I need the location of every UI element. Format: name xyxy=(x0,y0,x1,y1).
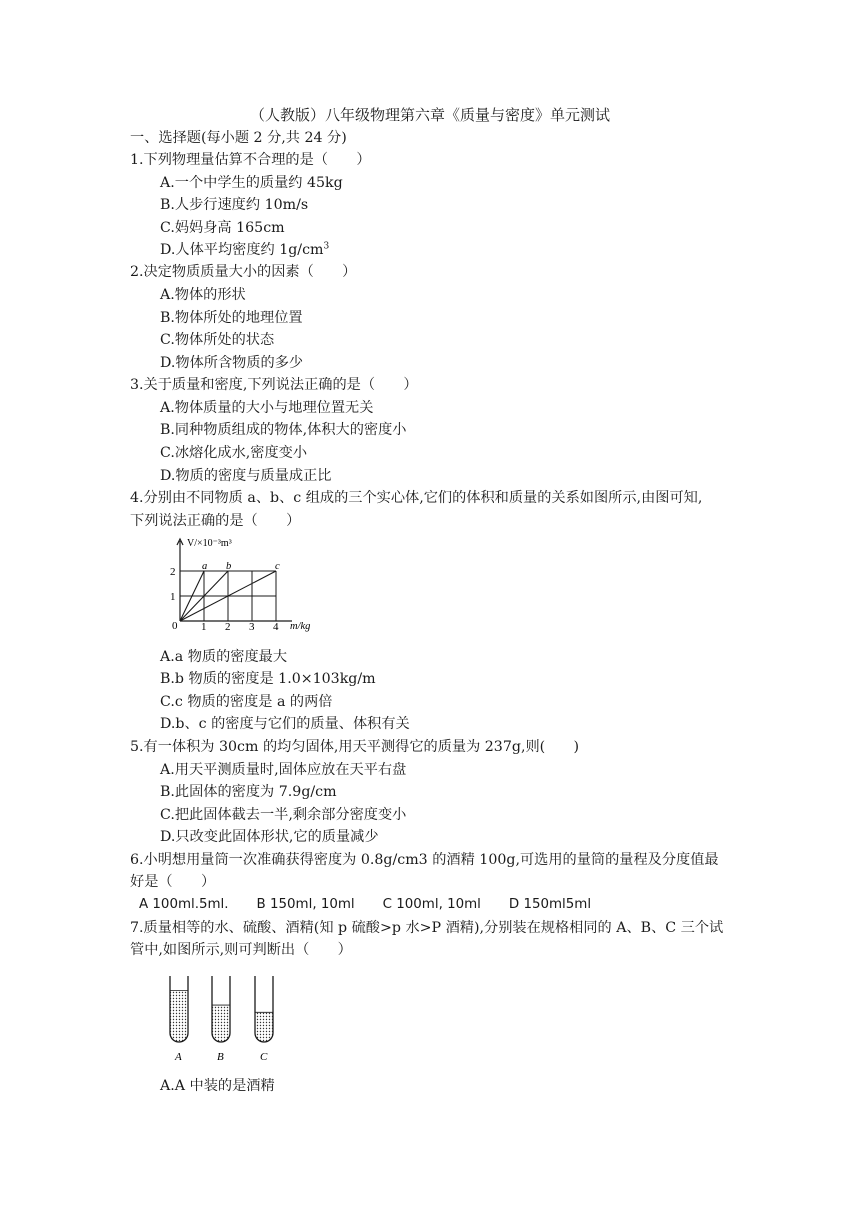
question-6-options xyxy=(139,895,619,915)
question-7-option-a: A.A 中装的是酒精 xyxy=(160,1078,275,1094)
question-6-option-d: D 150ml5ml xyxy=(508,897,592,912)
document-title: （人教版）八年级物理第六章《质量与密度》单元测试 xyxy=(249,106,610,124)
tube-label-b: B xyxy=(217,1051,224,1063)
graph-y-axis-label: V/×10⁻³m³ xyxy=(187,538,232,549)
tube-liquid xyxy=(255,1012,273,1042)
question-3-option-a: A.物体质量的大小与地理位置无关 xyxy=(160,400,374,416)
question-1-option-d xyxy=(160,240,329,260)
tube-label-c: C xyxy=(260,1051,268,1063)
volume-mass-graph xyxy=(160,535,330,635)
tube-label-a: A xyxy=(175,1051,182,1063)
question-6-option-b: B 150ml, 10ml xyxy=(256,897,355,912)
question-6-stem-line-2: 好是（ ） xyxy=(130,874,216,890)
question-2-option-c: C.物体所处的状态 xyxy=(160,332,275,348)
question-3-option-d: D.物质的密度与质量成正比 xyxy=(160,468,332,484)
question-1-option-d-text: D.人体平均密度约 1g/cm xyxy=(160,242,324,258)
graph-x-tick-2: 2 xyxy=(225,621,231,633)
question-1-option-b: B.人步行速度约 10m/s xyxy=(160,197,309,213)
question-6-stem-line-1: 6.小明想用量筒一次准确获得密度为 0.8g/cm3 的酒精 100g,可选用的量筒的量程及分度值最 xyxy=(130,852,719,868)
question-5-option-c: C.把此固体截去一半,剩余部分密度变小 xyxy=(160,807,407,823)
question-6-option-a: A 100ml.5ml. xyxy=(139,897,229,912)
graph-x-tick-4: 4 xyxy=(273,621,279,633)
graph-x-tick-3: 3 xyxy=(249,621,255,633)
question-5-option-b: B.此固体的密度为 7.9g/cm xyxy=(160,784,337,800)
graph-line-label-a: a xyxy=(202,561,208,572)
question-1-option-d-superscript: 3 xyxy=(323,241,330,252)
question-5-stem: 5.有一体积为 30cm 的均匀固体,用天平测得它的质量为 237g,则( ) xyxy=(130,739,580,755)
question-5-option-a: A.用天平测质量时,固体应放在天平右盘 xyxy=(160,762,407,778)
graph-line-label-b: b xyxy=(226,561,232,572)
question-7-stem-line-1: 7.质量相等的水、硫酸、酒精(知 p 硫酸>p 水>P 酒精),分别装在规格相同的 A、B、C 三个试 xyxy=(130,920,724,936)
question-4-option-b: B.b 物质的密度是 1.0×103kg/m xyxy=(160,671,376,687)
tube-liquid xyxy=(212,1005,230,1042)
question-4-stem-line-1: 4.分别由不同物质 a、b、c 组成的三个实心体,它们的体积和质量的关系如图所示,由图可知, xyxy=(130,490,703,506)
graph-x-tick-1: 1 xyxy=(201,621,207,633)
tube-liquid xyxy=(170,991,188,1042)
question-2-option-b: B.物体所处的地理位置 xyxy=(160,310,303,326)
question-4-stem-line-2: 下列说法正确的是（ ） xyxy=(130,513,301,529)
question-6-option-c: C 100ml, 10ml xyxy=(382,897,481,912)
question-3-option-b: B.同种物质组成的物体,体积大的密度小 xyxy=(160,422,407,438)
question-1-option-a: A.一个中学生的质量约 45kg xyxy=(160,175,343,191)
question-7-stem-line-2: 管中,如图所示,则可判断出（ ） xyxy=(130,942,352,958)
question-4-option-c: C.c 物质的密度是 a 的两倍 xyxy=(160,694,333,710)
test-tubes-figure xyxy=(160,970,290,1065)
question-1-stem: 1.下列物理量估算不合理的是（ ） xyxy=(130,152,371,168)
section-heading: 一、选择题(每小题 2 分,共 24 分) xyxy=(130,130,347,146)
question-3-stem: 3.关于质量和密度,下列说法正确的是（ ） xyxy=(130,377,418,393)
question-3-option-c: C.冰熔化成水,密度变小 xyxy=(160,445,308,461)
question-1-option-c: C.妈妈身高 165cm xyxy=(160,220,285,236)
question-4-option-a: A.a 物质的密度最大 xyxy=(160,649,288,665)
test-tubes xyxy=(170,976,273,1042)
question-2-stem: 2.决定物质质量大小的因素（ ） xyxy=(130,264,357,280)
graph-origin-label: 0 xyxy=(172,620,178,632)
question-4-option-d: D.b、c 的密度与它们的质量、体积有关 xyxy=(160,716,410,732)
question-2-option-d: D.物体所含物质的多少 xyxy=(160,355,304,371)
graph-x-axis-label: m/kg xyxy=(290,621,311,632)
graph-line-label-c: c xyxy=(275,561,280,572)
question-5-option-d: D.只改变此固体形状,它的质量减少 xyxy=(160,829,379,845)
graph-y-tick-2: 2 xyxy=(170,566,176,578)
question-2-option-a: A.物体的形状 xyxy=(160,287,246,303)
graph-axes xyxy=(177,539,292,621)
graph-y-tick-1: 1 xyxy=(170,591,176,603)
